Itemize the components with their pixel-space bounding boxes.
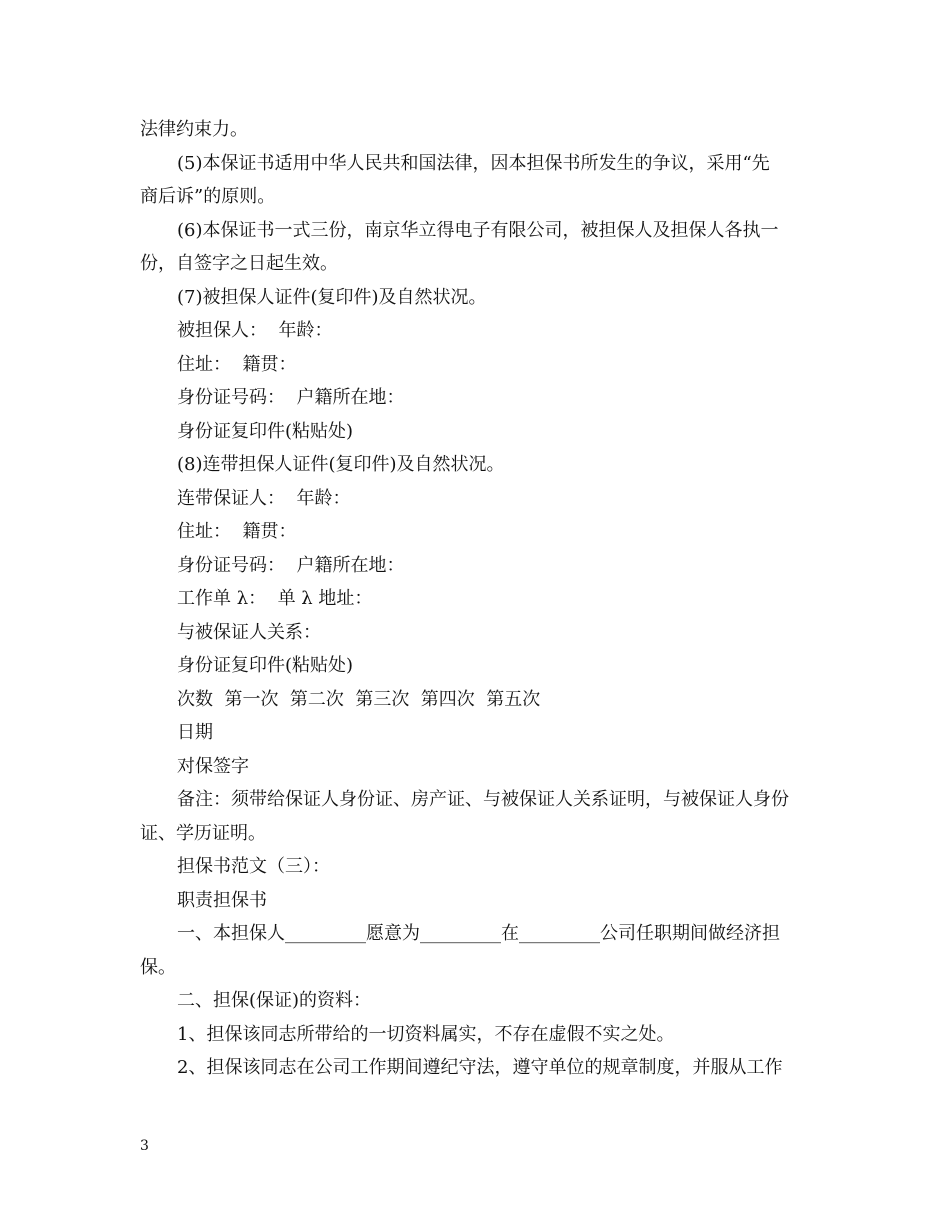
- text-line: (7)被担保人证件(复印件)及自然状况。: [177, 287, 487, 308]
- text-line: 身份证号码： 户籍所在地：: [177, 555, 405, 576]
- text-line: 担保书范文（三）：: [177, 856, 330, 877]
- text-line: 住址： 籍贯：: [177, 521, 297, 542]
- text-line: 工作单 λ： 单 λ 地址：: [177, 588, 373, 609]
- text-line: 住址： 籍贯：: [177, 354, 297, 375]
- text-line: 对保签字: [177, 756, 249, 777]
- page-number: 3: [140, 1138, 149, 1154]
- text-line: 二、担保(保证)的资料：: [177, 990, 372, 1011]
- text-line: 证、学历证明。: [140, 823, 266, 844]
- text-line: 职责担保书: [177, 890, 267, 911]
- text-line: 一、本担保人_________愿意为_________在_________公司任职期间做经济担: [177, 923, 780, 944]
- text-line: 保。: [140, 957, 176, 978]
- text-line: 1、担保该同志所带给的一切资料属实，不存在虚假不实之处。: [177, 1024, 675, 1045]
- text-line: (5)本保证书适用中华人民共和国法律，因本担保书所发生的争议，采用“先: [177, 153, 770, 174]
- text-line: 次数 第一次 第二次 第三次 第四次 第五次: [177, 689, 541, 710]
- text-line: 商后诉”的原则。: [140, 186, 276, 207]
- text-line: 日期: [177, 722, 213, 743]
- text-line: 身份证复印件(粘贴处): [177, 655, 354, 676]
- text-line: 与被保证人关系：: [177, 622, 321, 643]
- text-line: 份，自签字之日起生效。: [140, 253, 338, 274]
- text-line: 身份证号码： 户籍所在地：: [177, 387, 405, 408]
- text-line: 法律约束力。: [140, 119, 248, 140]
- text-line: 身份证复印件(粘贴处): [177, 421, 354, 442]
- text-line: 备注：须带给保证人身份证、房产证、与被保证人关系证明，与被保证人身份: [177, 789, 789, 810]
- text-line: 2、担保该同志在公司工作期间遵纪守法，遵守单位的规章制度，并服从工作: [177, 1057, 783, 1078]
- text-line: 连带保证人： 年龄：: [177, 488, 351, 509]
- text-line: 被担保人： 年龄：: [177, 320, 333, 341]
- text-line: (6)本保证书一式三份，南京华立得电子有限公司，被担保人及担保人各执一: [177, 220, 779, 241]
- text-line: (8)连带担保人证件(复印件)及自然状况。: [177, 454, 505, 475]
